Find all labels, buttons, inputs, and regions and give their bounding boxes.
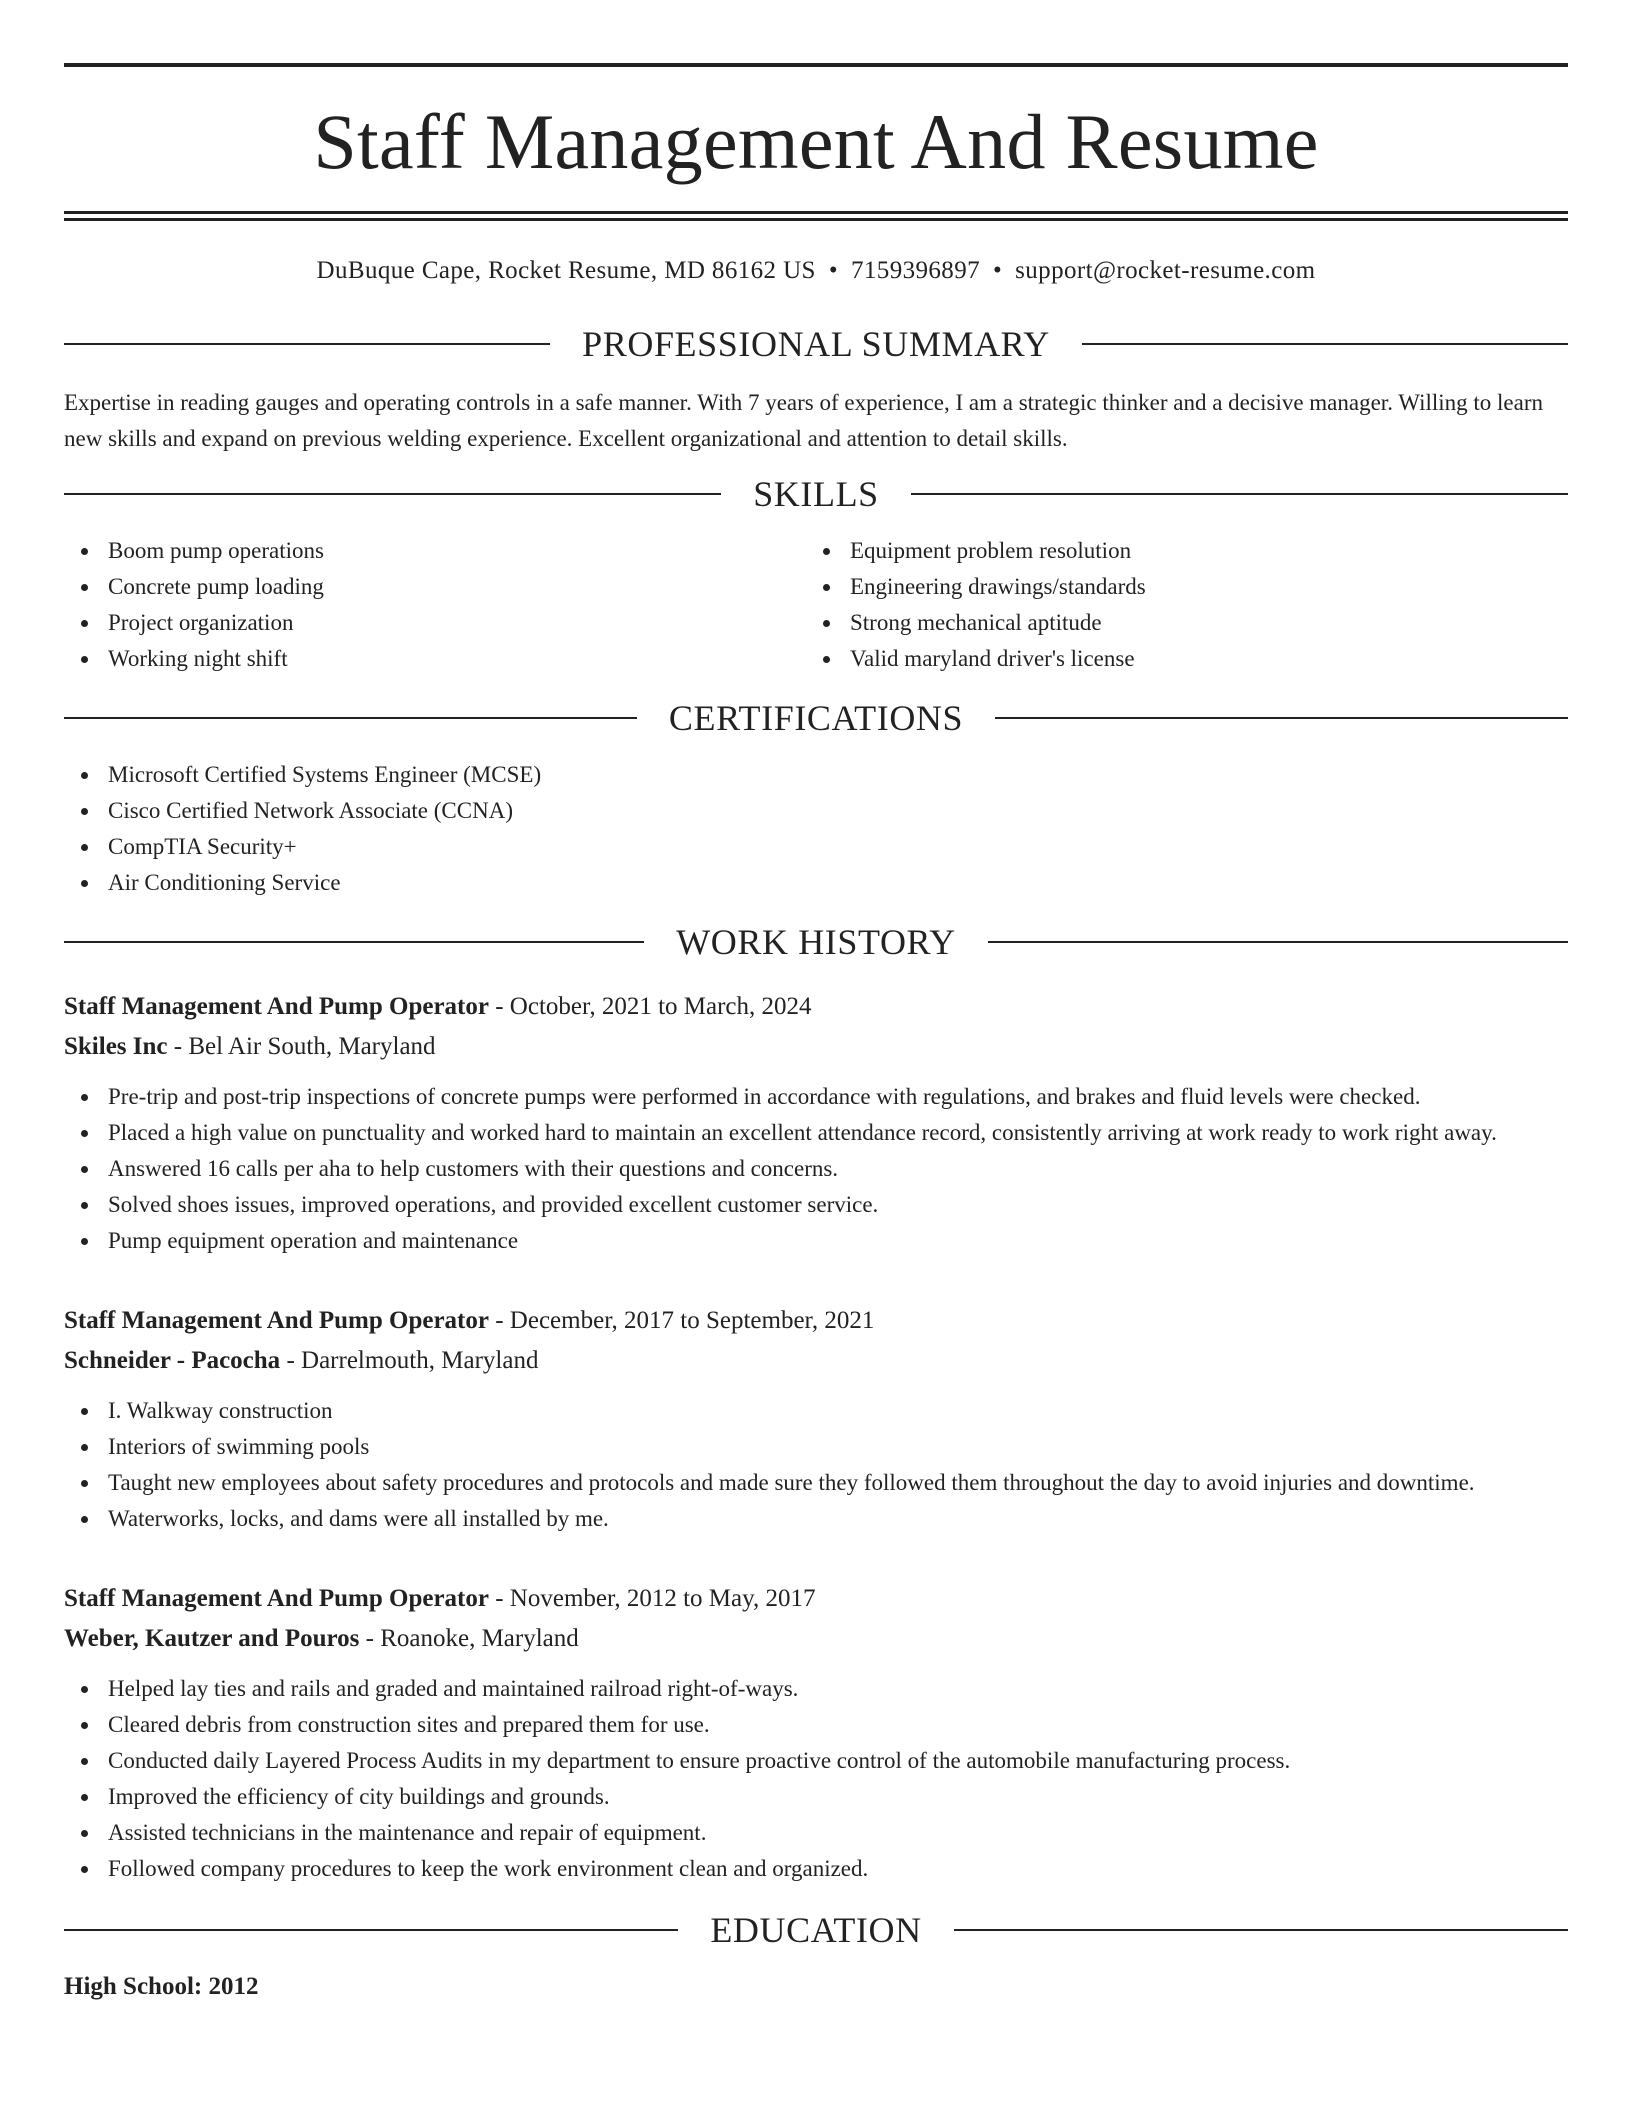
job-bullet: Pump equipment operation and maintenance	[64, 1223, 1568, 1259]
job-company-line	[64, 1341, 1568, 1381]
certification-item: Microsoft Certified Systems Engineer (MCSE)	[64, 757, 1568, 793]
job-title: Staff Management And Pump Operator	[64, 993, 489, 1020]
job-title: Staff Management And Pump Operator	[64, 1585, 489, 1612]
job-title: Staff Management And Pump Operator	[64, 1307, 489, 1334]
page-title: Staff Management And Resume	[313, 98, 1319, 185]
certifications-list	[64, 757, 1568, 901]
job-company-line	[64, 1027, 1568, 1067]
job-bullet: Solved shoes issues, improved operations, and provided excellent customer service.	[64, 1187, 1568, 1223]
job-bullet: Followed company procedures to keep the work environment clean and organized.	[64, 1851, 1568, 1887]
contact-address: DuBuque Cape, Rocket Resume, MD 86162 US	[316, 257, 816, 284]
job-title-line	[64, 1579, 1568, 1619]
education-entry: High School: 2012	[64, 1973, 259, 2000]
divider-line	[1082, 343, 1568, 345]
job-bullet: Improved the efficiency of city buildings and grounds.	[64, 1779, 1568, 1815]
top-rule	[64, 63, 1568, 67]
job-location: - Roanoke, Maryland	[359, 1625, 579, 1652]
job-dates: - November, 2012 to May, 2017	[488, 1585, 816, 1612]
skills-list-right	[806, 533, 1548, 677]
section-header-summary	[64, 323, 1568, 365]
section-title: EDUCATION	[710, 1910, 922, 1950]
job-bullet: Taught new employees about safety procedures and protocols and made sure they followed them throughout the day to avoid injuries and downtime.	[64, 1465, 1568, 1501]
contact-phone: 7159396897	[851, 257, 980, 284]
divider-line	[64, 941, 644, 943]
contact-email: support@rocket-resume.com	[1015, 257, 1316, 284]
job-location: - Bel Air South, Maryland	[167, 1033, 436, 1060]
job-bullet: Waterworks, locks, and dams were all installed by me.	[64, 1501, 1568, 1537]
divider-line	[64, 717, 637, 719]
job-bullet: Placed a high value on punctuality and worked hard to maintain an excellent attendance record, consistently arriving at work ready to work right away.	[64, 1115, 1568, 1151]
certification-item: Cisco Certified Network Associate (CCNA)	[64, 793, 1568, 829]
section-header-work-history	[64, 921, 1568, 963]
divider-line	[64, 493, 721, 495]
certification-item: Air Conditioning Service	[64, 865, 1568, 901]
contact-separator: •	[993, 257, 1003, 284]
title-double-rule	[64, 211, 1568, 221]
job-title-line	[64, 1301, 1568, 1341]
job-company: Skiles Inc	[64, 1033, 168, 1060]
job-bullet: Pre-trip and post-trip inspections of concrete pumps were performed in accordance with regulations, and brakes and fluid levels were checked.	[64, 1079, 1568, 1115]
job-dates: - October, 2021 to March, 2024	[488, 993, 812, 1020]
skill-item: Valid maryland driver's license	[806, 641, 1548, 677]
job-bullet: Helped lay ties and rails and graded and maintained railroad right-of-ways.	[64, 1671, 1568, 1707]
job-dates: - December, 2017 to September, 2021	[488, 1307, 875, 1334]
summary-text: Expertise in reading gauges and operating controls in a safe manner. With 7 years of experience, I am a strategic thinker and a decisive manager. Willing to learn new skills and expand on previous welding experience. Excellent organizational and attention to detail skills.	[64, 390, 1543, 451]
certification-item: CompTIA Security+	[64, 829, 1568, 865]
section-title: CERTIFICATIONS	[668, 698, 964, 738]
skills-list-left	[64, 533, 806, 677]
section-title: PROFESSIONAL SUMMARY	[582, 324, 1050, 364]
skill-item: Concrete pump loading	[64, 569, 806, 605]
section-title: WORK HISTORY	[676, 922, 956, 962]
job-bullet: I. Walkway construction	[64, 1393, 1568, 1429]
job-location: - Darrelmouth, Maryland	[280, 1347, 539, 1374]
section-header-skills	[64, 473, 1568, 515]
section-header-education	[64, 1909, 1568, 1951]
divider-line	[911, 493, 1568, 495]
skill-item: Working night shift	[64, 641, 806, 677]
section-header-certifications	[64, 697, 1568, 739]
job-entry	[64, 1301, 1568, 1537]
divider-line	[995, 717, 1568, 719]
job-company-line	[64, 1619, 1568, 1659]
contact-separator: •	[828, 257, 838, 284]
skill-item: Project organization	[64, 605, 806, 641]
job-bullet: Answered 16 calls per aha to help customers with their questions and concerns.	[64, 1151, 1568, 1187]
job-bullets	[64, 1079, 1568, 1259]
job-title-line	[64, 987, 1568, 1027]
skills-columns	[64, 533, 1568, 677]
divider-line	[64, 343, 550, 345]
section-title: SKILLS	[753, 474, 879, 514]
skill-item: Equipment problem resolution	[806, 533, 1548, 569]
job-bullet: Interiors of swimming pools	[64, 1429, 1568, 1465]
divider-line	[64, 1929, 678, 1931]
job-company: Schneider - Pacocha	[64, 1347, 281, 1374]
job-company: Weber, Kautzer and Pouros	[64, 1625, 360, 1652]
job-bullets	[64, 1671, 1568, 1887]
skill-item: Strong mechanical aptitude	[806, 605, 1548, 641]
job-bullet: Assisted technicians in the maintenance and repair of equipment.	[64, 1815, 1568, 1851]
job-entry	[64, 987, 1568, 1259]
skill-item: Engineering drawings/standards	[806, 569, 1548, 605]
job-bullet: Cleared debris from construction sites and prepared them for use.	[64, 1707, 1568, 1743]
skill-item: Boom pump operations	[64, 533, 806, 569]
job-bullets	[64, 1393, 1568, 1537]
contact-line	[64, 257, 1568, 285]
resume-page	[64, 0, 1568, 2001]
divider-line	[954, 1929, 1568, 1931]
job-bullet: Conducted daily Layered Process Audits in my department to ensure proactive control of the automobile manufacturing process.	[64, 1743, 1568, 1779]
job-entry	[64, 1579, 1568, 1887]
divider-line	[988, 941, 1568, 943]
